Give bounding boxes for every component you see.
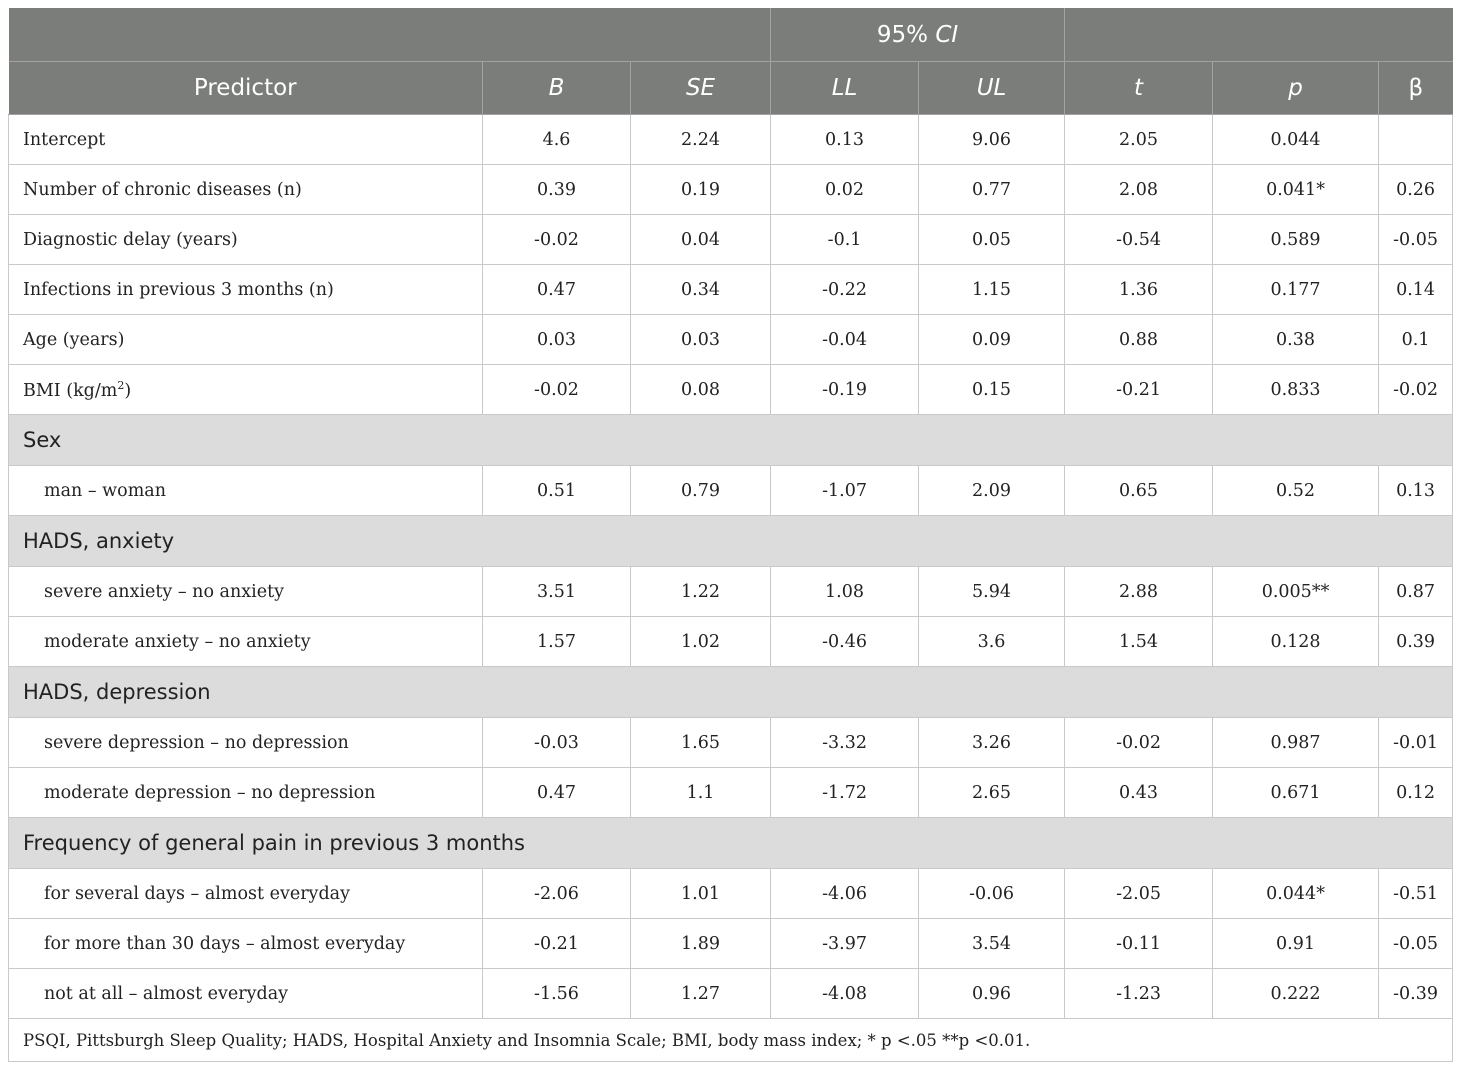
cell-beta (1379, 115, 1453, 165)
cell-p: 0.177 (1213, 265, 1379, 315)
col-header-beta: β (1379, 62, 1453, 115)
cell-se: 0.19 (631, 165, 771, 215)
cell-ul: 0.05 (919, 215, 1065, 265)
cell-p: 0.044 (1213, 115, 1379, 165)
row-predictor: Number of chronic diseases (n) (9, 165, 483, 215)
ci-header-blank (9, 8, 771, 62)
table-row (9, 466, 1453, 516)
cell-t: 0.65 (1065, 466, 1213, 516)
cell-beta: -0.05 (1379, 215, 1453, 265)
ci-label-italic: CI (935, 21, 959, 48)
cell-b: -0.21 (483, 919, 631, 969)
cell-p: 0.987 (1213, 718, 1379, 768)
cell-t: 2.05 (1065, 115, 1213, 165)
cell-t: 2.88 (1065, 567, 1213, 617)
cell-se: 0.04 (631, 215, 771, 265)
table-row (9, 215, 1453, 265)
cell-t: -0.21 (1065, 365, 1213, 415)
cell-beta: -0.39 (1379, 969, 1453, 1019)
cell-beta: -0.02 (1379, 365, 1453, 415)
group-header-depression (9, 667, 1453, 718)
group-title: Sex (9, 415, 1453, 466)
cell-ul: 5.94 (919, 567, 1065, 617)
cell-b: -0.02 (483, 215, 631, 265)
col-header-t: t (1065, 62, 1213, 115)
cell-ll: 0.02 (771, 165, 919, 215)
cell-se: 1.89 (631, 919, 771, 969)
cell-se: 0.03 (631, 315, 771, 365)
cell-t: -0.02 (1065, 718, 1213, 768)
cell-beta: 0.26 (1379, 165, 1453, 215)
row-predictor: for several days – almost everyday (9, 869, 483, 919)
cell-beta: -0.51 (1379, 869, 1453, 919)
cell-ul: -0.06 (919, 869, 1065, 919)
cell-p: 0.128 (1213, 617, 1379, 667)
row-predictor: moderate anxiety – no anxiety (9, 617, 483, 667)
cell-ul: 2.09 (919, 466, 1065, 516)
cell-ll: -4.08 (771, 969, 919, 1019)
cell-b: 4.6 (483, 115, 631, 165)
row-predictor: for more than 30 days – almost everyday (9, 919, 483, 969)
col-header-se: SE (631, 62, 771, 115)
cell-ll: -4.06 (771, 869, 919, 919)
cell-t: 1.36 (1065, 265, 1213, 315)
cell-beta: -0.05 (1379, 919, 1453, 969)
column-header-row (9, 62, 1453, 115)
row-predictor: Diagnostic delay (years) (9, 215, 483, 265)
cell-p: 0.91 (1213, 919, 1379, 969)
cell-b: 0.51 (483, 466, 631, 516)
table-row (9, 969, 1453, 1019)
row-predictor: severe anxiety – no anxiety (9, 567, 483, 617)
cell-beta: 0.14 (1379, 265, 1453, 315)
cell-b: 0.03 (483, 315, 631, 365)
cell-p: 0.671 (1213, 768, 1379, 818)
row-predictor: not at all – almost everyday (9, 969, 483, 1019)
cell-t: -1.23 (1065, 969, 1213, 1019)
cell-ul: 0.77 (919, 165, 1065, 215)
cell-b: 0.47 (483, 265, 631, 315)
cell-se: 1.65 (631, 718, 771, 768)
col-header-ul: UL (919, 62, 1065, 115)
table-row (9, 567, 1453, 617)
cell-beta: 0.13 (1379, 466, 1453, 516)
row-predictor: Age (years) (9, 315, 483, 365)
cell-t: -0.54 (1065, 215, 1213, 265)
cell-p: 0.222 (1213, 969, 1379, 1019)
cell-ul: 3.26 (919, 718, 1065, 768)
cell-ul: 2.65 (919, 768, 1065, 818)
row-predictor (9, 365, 483, 415)
cell-p: 0.005** (1213, 567, 1379, 617)
cell-b: -0.03 (483, 718, 631, 768)
row-predictor: Infections in previous 3 months (n) (9, 265, 483, 315)
row-predictor: moderate depression – no depression (9, 768, 483, 818)
table-row (9, 718, 1453, 768)
cell-b: -0.02 (483, 365, 631, 415)
ci-header (771, 8, 1065, 62)
table-footnote: PSQI, Pittsburgh Sleep Quality; HADS, Hospital Anxiety and Insomnia Scale; BMI, body mass index; * p <.05 **p <0.01. (9, 1019, 1453, 1062)
table-body (9, 115, 1453, 1062)
cell-ll: -1.07 (771, 466, 919, 516)
col-header-p: p (1213, 62, 1379, 115)
cell-ll: -3.97 (771, 919, 919, 969)
cell-ll: -0.46 (771, 617, 919, 667)
cell-b: 0.39 (483, 165, 631, 215)
cell-ll: -3.32 (771, 718, 919, 768)
bmi-superscript: 2 (117, 378, 125, 392)
cell-ll: -0.22 (771, 265, 919, 315)
cell-ll: -0.19 (771, 365, 919, 415)
cell-ul: 3.6 (919, 617, 1065, 667)
cell-p: 0.833 (1213, 365, 1379, 415)
group-header-anxiety (9, 516, 1453, 567)
table-row (9, 265, 1453, 315)
cell-b: -1.56 (483, 969, 631, 1019)
group-title: Frequency of general pain in previous 3 months (9, 818, 1453, 869)
cell-se: 1.02 (631, 617, 771, 667)
cell-ul: 0.15 (919, 365, 1065, 415)
table-row (9, 617, 1453, 667)
table-row (9, 165, 1453, 215)
cell-beta: 0.12 (1379, 768, 1453, 818)
cell-se: 0.08 (631, 365, 771, 415)
col-header-predictor: Predictor (9, 62, 483, 115)
cell-beta: 0.39 (1379, 617, 1453, 667)
cell-ul: 1.15 (919, 265, 1065, 315)
cell-t: -0.11 (1065, 919, 1213, 969)
cell-se: 0.34 (631, 265, 771, 315)
cell-t: 0.88 (1065, 315, 1213, 365)
group-title: HADS, anxiety (9, 516, 1453, 567)
cell-ll: 1.08 (771, 567, 919, 617)
col-header-ll: LL (771, 62, 919, 115)
row-predictor: severe depression – no depression (9, 718, 483, 768)
cell-b: -2.06 (483, 869, 631, 919)
row-predictor: Intercept (9, 115, 483, 165)
table-row (9, 919, 1453, 969)
regression-table-container (8, 8, 1452, 1062)
table-row (9, 315, 1453, 365)
cell-t: 0.43 (1065, 768, 1213, 818)
group-header-pain-frequency (9, 818, 1453, 869)
cell-p: 0.52 (1213, 466, 1379, 516)
cell-ul: 9.06 (919, 115, 1065, 165)
cell-t: 2.08 (1065, 165, 1213, 215)
cell-se: 0.79 (631, 466, 771, 516)
ci-header-row (9, 8, 1453, 62)
table-row (9, 768, 1453, 818)
cell-p: 0.041* (1213, 165, 1379, 215)
cell-beta: 0.87 (1379, 567, 1453, 617)
cell-se: 2.24 (631, 115, 771, 165)
table-row (9, 869, 1453, 919)
cell-b: 0.47 (483, 768, 631, 818)
col-header-b: B (483, 62, 631, 115)
cell-t: 1.54 (1065, 617, 1213, 667)
cell-t: -2.05 (1065, 869, 1213, 919)
table-row (9, 365, 1453, 415)
regression-table (8, 8, 1453, 1062)
bmi-label: BMI (kg/m (23, 380, 118, 401)
ci-label: 95% (876, 21, 929, 48)
cell-ll: -0.04 (771, 315, 919, 365)
table-header (9, 8, 1453, 115)
cell-b: 3.51 (483, 567, 631, 617)
group-title: HADS, depression (9, 667, 1453, 718)
row-predictor: man – woman (9, 466, 483, 516)
footnote-row (9, 1019, 1453, 1062)
table-row (9, 115, 1453, 165)
cell-beta: -0.01 (1379, 718, 1453, 768)
cell-ll: -0.1 (771, 215, 919, 265)
cell-ul: 0.09 (919, 315, 1065, 365)
cell-ul: 3.54 (919, 919, 1065, 969)
cell-b: 1.57 (483, 617, 631, 667)
cell-p: 0.589 (1213, 215, 1379, 265)
cell-ll: -1.72 (771, 768, 919, 818)
cell-ll: 0.13 (771, 115, 919, 165)
group-header-sex (9, 415, 1453, 466)
cell-se: 1.01 (631, 869, 771, 919)
cell-se: 1.22 (631, 567, 771, 617)
cell-p: 0.044* (1213, 869, 1379, 919)
cell-se: 1.1 (631, 768, 771, 818)
cell-ul: 0.96 (919, 969, 1065, 1019)
ci-header-blank-right (1065, 8, 1453, 62)
cell-se: 1.27 (631, 969, 771, 1019)
cell-p: 0.38 (1213, 315, 1379, 365)
cell-beta: 0.1 (1379, 315, 1453, 365)
bmi-label-tail: ) (124, 380, 132, 401)
